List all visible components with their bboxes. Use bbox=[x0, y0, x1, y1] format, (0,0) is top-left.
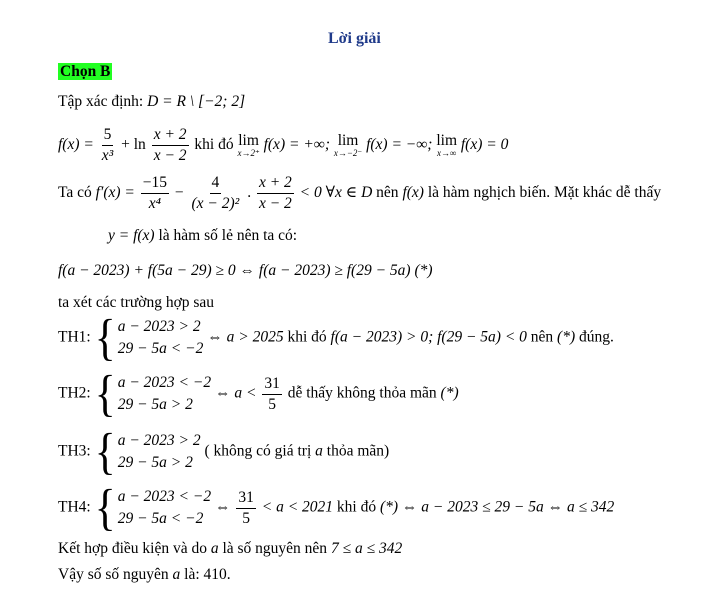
limit-1: lim x→2⁺ bbox=[237, 132, 260, 159]
derivative-minus: − bbox=[174, 183, 184, 201]
case-4-text: khi đó bbox=[336, 498, 377, 516]
derivative-dot: . bbox=[247, 183, 252, 201]
solution-title: Lời giải bbox=[328, 30, 381, 47]
inequality-line: f(a − 2023) + f(5a − 29) ≥ 0 ⇔ f(a − 2023) ≥ f(29 − 5a) (*) bbox=[58, 262, 433, 279]
domain-math: D = R \ [−2; 2] bbox=[147, 93, 246, 110]
derivative-term2: $\frac{4}{\text{(x − 2)²}}$ bbox=[191, 174, 240, 212]
case-4-result: ⇔ bbox=[214, 498, 231, 516]
combine-text1: Kết hợp điều kiện và do bbox=[58, 540, 207, 557]
case-2-system: { a − 2023 < −2 29 − 5a > 2 bbox=[94, 365, 212, 422]
limit-3-expr: f(x) = 0 bbox=[460, 135, 509, 153]
case-1-end: đúng. bbox=[579, 328, 614, 346]
combine-text2: là số nguyên nên bbox=[222, 540, 328, 557]
f-term1: $\frac{5}{\text{x³}}$ bbox=[101, 126, 114, 164]
case-4-fraction: $\frac{31}{5}$ bbox=[238, 488, 254, 527]
derivative-text2: là hàm nghịch biến. Mặt khác dễ thấy bbox=[427, 183, 662, 201]
f-connector: khi đó bbox=[194, 135, 234, 153]
derivative-line bbox=[58, 174, 661, 213]
odd-function-line bbox=[108, 227, 297, 245]
case-2-result: ⇔ a < bbox=[214, 384, 257, 402]
limit-3: lim x→∞ bbox=[436, 132, 457, 159]
case-4-post: (*) ⇔ a − 2023 ≤ 29 − 5a ⇔ a ≤ 342 bbox=[379, 498, 615, 516]
case-4-label: TH4: bbox=[58, 498, 91, 516]
conclusion-line bbox=[58, 566, 231, 584]
case-3-text-post: thỏa mãn) bbox=[326, 442, 390, 460]
limit-2: lim x→−2⁻ bbox=[333, 132, 363, 159]
case-1 bbox=[58, 309, 614, 366]
case-2-star: (*) bbox=[440, 384, 459, 402]
limit-1-expr: f(x) = +∞; bbox=[263, 135, 330, 153]
derivative-lhs: f′(x) = bbox=[95, 183, 135, 201]
case-3-text-pre: ( không có giá trị bbox=[204, 442, 312, 460]
case-2 bbox=[58, 365, 459, 422]
case-1-star: (*) bbox=[557, 328, 576, 346]
answer-choice bbox=[58, 63, 112, 81]
f-lhs: f(x) = bbox=[58, 135, 94, 153]
combine-var: a bbox=[210, 540, 219, 557]
case-1-post: f(a − 2023) > 0; f(29 − 5a) < 0 bbox=[330, 328, 527, 346]
case-3-var: a bbox=[315, 442, 323, 460]
combine-line bbox=[58, 540, 402, 558]
derivative-ineq: < 0 ∀x ∈ D bbox=[299, 183, 373, 201]
conclusion-text2: là: bbox=[184, 566, 200, 583]
conclusion-text1: Vậy số số nguyên bbox=[58, 566, 169, 583]
derivative-term1: $\frac{-15}{\text{x⁴}}$ bbox=[142, 174, 168, 212]
case-1-result: ⇔ a > 2025 bbox=[207, 328, 284, 346]
conclusion-end: . bbox=[226, 566, 231, 583]
limit-2-expr: f(x) = −∞; bbox=[366, 135, 433, 153]
f-ln: + ln bbox=[121, 135, 146, 153]
derivative-text1: nên bbox=[376, 183, 399, 201]
derivative-term3: $\frac{x + 2}{x - 2}$ bbox=[258, 174, 292, 212]
derivative-intro: Ta có bbox=[58, 183, 92, 201]
case-1-text: khi đó bbox=[287, 328, 327, 346]
f-term2: $\frac{x + 2}{x - 2}$ bbox=[153, 126, 187, 164]
case-2-text: dễ thấy không thỏa mãn bbox=[287, 384, 437, 402]
case-1-tail: nên bbox=[530, 328, 554, 346]
case-4-mid: < a < 2021 bbox=[261, 498, 334, 516]
domain-text: Tập xác định: bbox=[58, 93, 144, 110]
case-3-label: TH3: bbox=[58, 442, 91, 460]
case-4 bbox=[58, 479, 615, 536]
case-1-system: { a − 2023 > 2 29 − 5a < −2 bbox=[94, 309, 204, 366]
case-2-fraction: $\frac{31}{5}$ bbox=[264, 374, 280, 413]
case-2-label: TH2: bbox=[58, 384, 91, 402]
derivative-fx: f(x) bbox=[402, 183, 424, 201]
answer-highlight: Chọn B bbox=[60, 63, 111, 80]
case-3-system: { a − 2023 > 2 29 − 5a > 2 bbox=[94, 423, 201, 480]
case-3 bbox=[58, 423, 390, 480]
cases-intro: ta xét các trường hợp sau bbox=[58, 294, 215, 311]
function-definition bbox=[58, 126, 508, 165]
odd-text: là hàm số lẻ nên ta có: bbox=[158, 227, 298, 244]
case-4-system: { a − 2023 < −2 29 − 5a < −2 bbox=[94, 479, 212, 536]
domain-line bbox=[58, 93, 245, 111]
combine-math: 7 ≤ a ≤ 342 bbox=[330, 540, 403, 557]
conclusion-var: a bbox=[172, 566, 181, 583]
conclusion-value: 410 bbox=[203, 566, 227, 583]
case-1-label: TH1: bbox=[58, 328, 91, 346]
odd-math: y = f(x) bbox=[108, 227, 155, 244]
